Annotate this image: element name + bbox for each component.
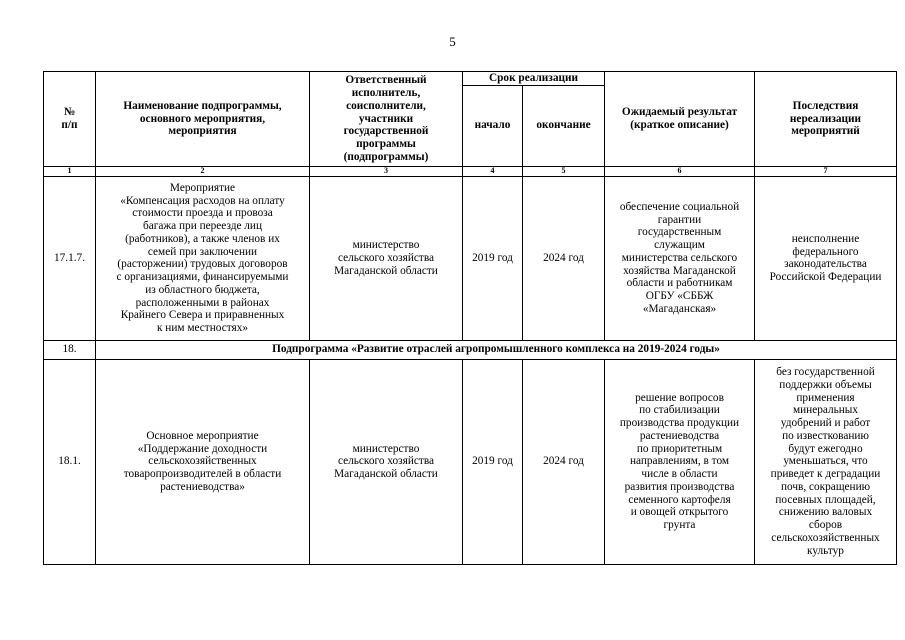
row-end: 2024 год — [523, 176, 605, 340]
subprogram-row — [44, 340, 897, 359]
header-period: Срок реализации — [463, 72, 605, 86]
header-end: окончание — [523, 85, 605, 166]
column-number: 5 — [523, 166, 605, 176]
header-consequence: Последствия нереализации мероприятий — [755, 72, 897, 167]
row-end: 2024 год — [523, 359, 605, 564]
header-executor: Ответственный исполнитель, соисполнители, участники государственной программы (подпрограммы) — [310, 72, 463, 167]
header-num: № п/п — [44, 72, 96, 167]
column-number: 4 — [463, 166, 523, 176]
row-executor: министерство сельского хозяйства Магаданской области — [310, 176, 463, 340]
header-name: Наименование подпрограммы, основного мероприятия, мероприятия — [96, 72, 310, 167]
row-num: 18. — [44, 340, 96, 359]
row-start: 2019 год — [463, 176, 523, 340]
column-number: 6 — [605, 166, 755, 176]
column-number: 3 — [310, 166, 463, 176]
page-number: 5 — [449, 34, 456, 49]
table-row — [44, 359, 897, 564]
header-start: начало — [463, 85, 523, 166]
column-numbers-row — [44, 166, 897, 176]
column-number: 7 — [755, 166, 897, 176]
row-consequence: без государственной поддержки объемы применения минеральных удобрений и работ по известкованию будут ежегодно уменьшаться, что приведет к деградации почв, сокращению посевных площадей, снижению валовых сборов сельскохозяйственных культур — [755, 359, 897, 564]
row-consequence: неисполнение федерального законодательства Российской Федерации — [755, 176, 897, 340]
program-table — [43, 71, 897, 565]
row-start: 2019 год — [463, 359, 523, 564]
row-name: Основное мероприятие «Поддержание доходности сельскохозяйственных товаропроизводителей в области растениеводства» — [96, 359, 310, 564]
row-name: Мероприятие «Компенсация расходов на оплату стоимости проезда и провоза багажа при переезде лиц (работников), а также членов их семей при заключении (расторжении) трудовых договоров с организациями, финансируемыми из областного бюджета, расположенными в районах Крайнего Севера и приравненных к ним местностях» — [96, 176, 310, 340]
row-result: решение вопросов по стабилизации производства продукции растениеводства по приоритетным направлениям, в том числе в области развития производства семенного картофеля и овощей открытого грунта — [605, 359, 755, 564]
subprogram-title: Подпрограмма «Развитие отраслей агропромышленного комплекса на 2019-2024 годы» — [96, 340, 897, 359]
row-num: 18.1. — [44, 359, 96, 564]
row-num: 17.1.7. — [44, 176, 96, 340]
table-row — [44, 176, 897, 340]
column-number: 1 — [44, 166, 96, 176]
row-executor: министерство сельского хозяйства Магаданской области — [310, 359, 463, 564]
column-number: 2 — [96, 166, 310, 176]
row-result: обеспечение социальной гарантии государственным служащим министерства сельского хозяйства Магаданской области и работникам ОГБУ «СББЖ «Магаданская» — [605, 176, 755, 340]
header-result: Ожидаемый результат (краткое описание) — [605, 72, 755, 167]
